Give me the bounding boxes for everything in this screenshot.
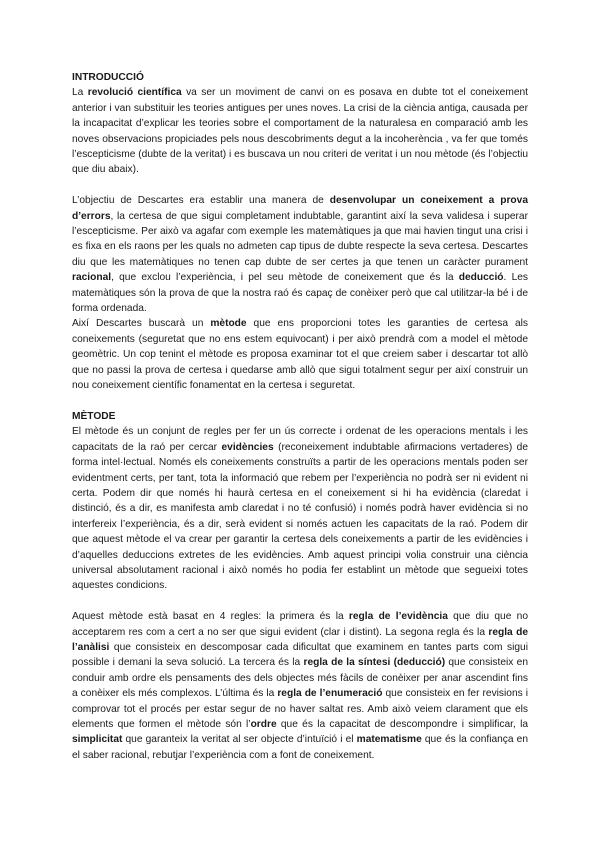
- intro-heading: INTRODUCCIÓ: [72, 72, 144, 83]
- bold-term: revolució científica: [87, 87, 182, 99]
- bold-term: evidències: [221, 441, 274, 453]
- bold-term: racional: [72, 272, 112, 284]
- method-heading: MÈTODE: [72, 410, 116, 422]
- paragraph-gap: [72, 178, 528, 193]
- bold-term: regla de la síntesi (deducció): [303, 657, 446, 669]
- bold-term: ordre: [250, 719, 277, 731]
- bold-term: deducció: [458, 272, 504, 284]
- method-paragraph-1: El mètode és un conjunt de regles per fer un ús correcte i ordenat de les operacions mentals i les capacitats de la raó per cercar evidències (reconeixement indubtable afirmacions vertaderes) de forma intel·lectual. Només els coneixements construïts a partir de les operacions mentals poden ser evidentment certs, per tant, tota la informació que rebem per l’experiència no podrà ser ni evident ni certa. Podem dir que només hi haurà certesa en el coneixement si hi ha evidència (claredat i distinció, és a dir, es manifesta amb claredat i no té confusió) i només podrà haver evidència si no interfereix l’experiència, és a dir, serà evident si només actuen les capacitats de la raó. Podem dir que aquest mètode el va crear per garantir la certesa dels coneixements a partir de les evidències i d’aquelles deduccions extretes de les evidències. Amb aquest principi volia construir una ciència universal absolutament racional i això només ho podia fer establint un mètode que segueixi totes aquestes condicions.: [72, 426, 528, 592]
- method-paragraph-2: Aquest mètode està basat en 4 regles: la primera és la regla de l’evidència que diu que no acceptarem res com a cert a no ser que sigui evident (clar i distint). La segona regla és la regla de l’anàlisi que consisteix en descomposar cada dificultat que examinem en tantes parts com sigui possible i demani la seva solució. La tercera és la regla de la síntesi (deducció) que consisteix en conduir amb ordre els pensaments des dels objectes més fàcils de conèixer per anar ascendint fins a conèixer els més complexos. L’última és la regla de l’enumeració que consisteix en fer revisions i comprovar tot el procés per estar segur de no haver saltat res. Amb això veiem clarament que els elements que formen el mètode són l’ordre que és la capacitat de descompondre i simplificar, la simplicitat que garanteix la veritat al ser objecte d’intuïció i el matematisme que és la confiança en el saber racional, rebutjar l’experiència com a font de coneixement.: [72, 611, 529, 761]
- intro-paragraph-2: L’objectiu de Descartes era establir una manera de desenvolupar un coneixement a prova d’errors, la certesa de que sigui completament indubtable, garantint així la seva validesa i superar l’escepticisme. Per això va agafar com exemple les matemàtiques ja que mai havien tingut una crisi i es fixa en els raons per les quals no admeten cap tipus de dubte respecte la seva certesa. Descartes diu que les matemàtiques no tenen cap dubte de ser certes ja que tenen un caràcter purament racional, que exclou l’experiència, i pel seu mètode de coneixement que és la deducció. Les matemàtiques són la prova de que la nostra raó és capaç de conèixer però que cal utilitzar-la bé i de forma ordenada.: [72, 195, 528, 315]
- paragraph-gap: [72, 594, 528, 609]
- bold-term: desenvolupar un coneixement a prova d’errors: [72, 195, 528, 222]
- paragraph-gap: [72, 394, 528, 409]
- bold-term: regla de l’anàlisi: [72, 626, 528, 653]
- bold-term: regla de l’enumeració: [277, 688, 383, 700]
- bold-term: regla de l’evidència: [348, 611, 448, 623]
- bold-term: mètode: [210, 318, 247, 330]
- intro-paragraph-1: La revolució científica va ser un moviment de canvi on es posava en dubte tot el coneixement anterior i van substituir les teories antigues per unes noves. La crisi de la ciència antiga, causada per la incapacitat d’explicar les teories sobre el comportament de la naturalesa en comparació amb les noves observacions propiciades pels nous descobriments degut a la incoherència , va fer que tomés l’escepticisme (dubte de la veritat) i es buscava un nou criteri de veritat i un nou mètode (és l’objectiu que diu abaix).: [72, 87, 528, 176]
- intro-paragraph-3: Així Descartes buscarà un mètode que ens proporcioni totes les garanties de certesa als coneixements (seguretat que no ens estem equivocant) i per això prendrà com a model el mètode geomètric. Un cop tenint el mètode es proposa examinar tot el que creiem saber i descartar tot allò que no passi la prova de certesa i quedarse amb allò que sigui totalment segur per així construir un nou coneixement científic fonamentat en la certesa i seguretat.: [72, 318, 528, 392]
- bold-term: simplicitat: [72, 734, 123, 746]
- bold-term: matematisme: [356, 734, 422, 746]
